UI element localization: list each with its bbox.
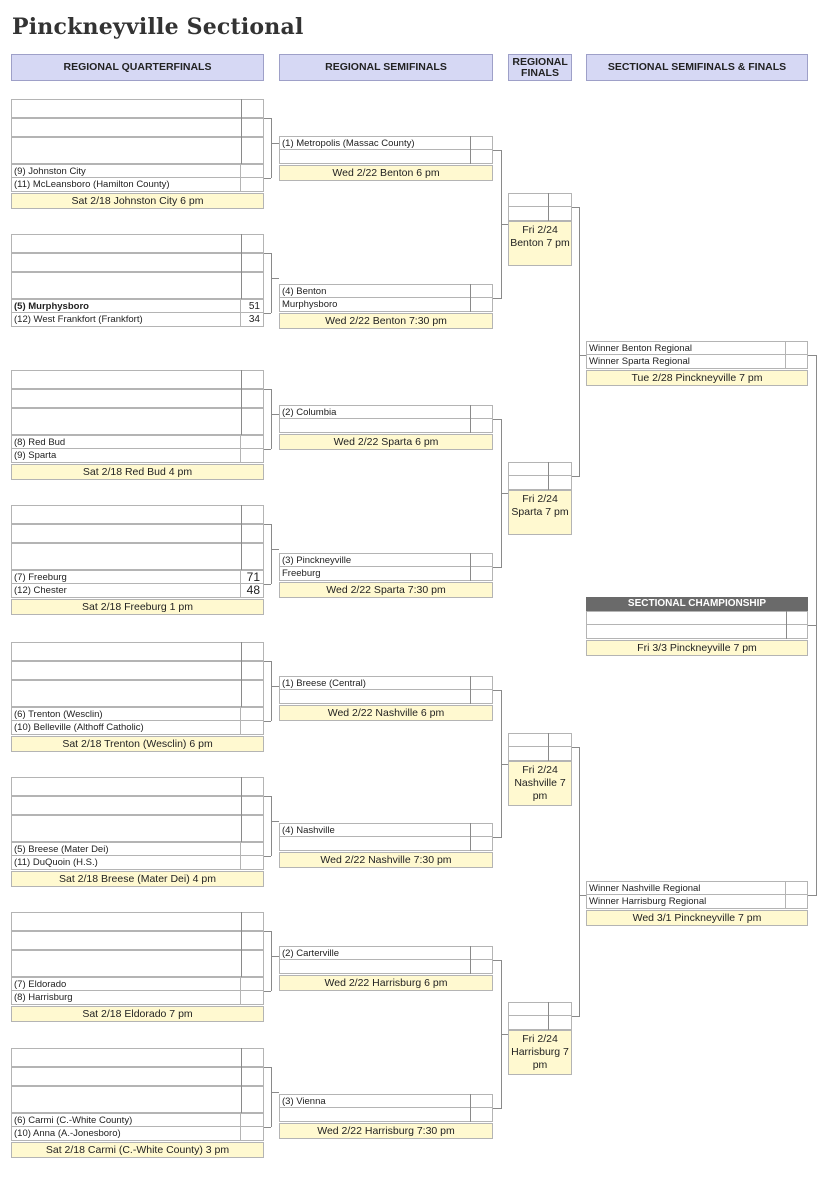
team-name: (7) Eldorado	[14, 979, 67, 990]
bracket-connector-line	[271, 1117, 272, 1127]
bracket-connector-line	[241, 370, 242, 435]
bracket-connector-line	[241, 1048, 242, 1113]
bracket-connector-line	[272, 278, 279, 279]
team-score	[470, 1095, 492, 1108]
bracket-connector-line	[470, 405, 471, 433]
team-score	[240, 165, 263, 178]
team-slot	[11, 991, 264, 1005]
championship-game-info: Fri 3/3 Pinckneyville 7 pm	[586, 640, 808, 656]
team-name: (11) DuQuoin (H.S.)	[14, 857, 98, 868]
bracket-connector-line	[264, 1127, 271, 1128]
team-name: Winner Harrisburg Regional	[589, 896, 707, 907]
bracket-connector-line	[241, 777, 242, 842]
team-name: (12) Chester	[14, 585, 67, 596]
team-score	[470, 137, 492, 150]
bracket-connector-line	[264, 991, 271, 992]
team-score	[240, 1127, 263, 1140]
game-info: Wed 2/22 Harrisburg 7:30 pm	[279, 1123, 493, 1139]
game-info: Fri 2/24 Benton 7 pm	[508, 221, 572, 266]
empty-slot	[11, 950, 264, 977]
header-sectional: SECTIONAL SEMIFINALS & FINALS	[586, 54, 808, 81]
team-score: 51	[240, 300, 263, 313]
team-slot	[279, 837, 493, 851]
bracket-connector-line	[264, 118, 271, 119]
team-slot	[279, 136, 493, 150]
team-name: Murphysboro	[282, 299, 338, 310]
bracket-connector-line	[241, 234, 242, 299]
bracket-connector-line	[493, 567, 501, 568]
empty-slot	[11, 1086, 264, 1113]
game-info: Sat 2/18 Eldorado 7 pm	[11, 1006, 264, 1022]
team-slot	[11, 435, 264, 449]
bracket-connector-line	[272, 956, 279, 957]
team-slot	[11, 1127, 264, 1141]
team-score	[470, 837, 492, 850]
empty-slot	[11, 1048, 264, 1067]
bracket-connector-line	[272, 1092, 279, 1093]
bracket-connector-line	[470, 1094, 471, 1122]
team-slot	[11, 707, 264, 721]
bracket-connector-line	[470, 823, 471, 851]
team-score: 48	[240, 584, 263, 597]
team-score	[785, 882, 807, 895]
team-name: (7) Freeburg	[14, 572, 67, 583]
bracket-connector-line	[272, 821, 279, 822]
team-slot	[11, 313, 264, 327]
team-score	[470, 677, 492, 690]
empty-slot	[11, 408, 264, 435]
game-info: Sat 2/18 Breese (Mater Dei) 4 pm	[11, 871, 264, 887]
team-score	[470, 1108, 492, 1121]
game-info: Fri 2/24 Harrisburg 7 pm	[508, 1030, 572, 1075]
team-slot	[508, 193, 572, 207]
team-slot	[279, 676, 493, 690]
sectional-championship-label: SECTIONAL CHAMPIONSHIP	[586, 597, 808, 611]
bracket-connector-line	[264, 721, 271, 722]
team-score	[470, 824, 492, 837]
team-score	[470, 298, 492, 311]
team-name: Winner Benton Regional	[589, 343, 692, 354]
bracket-connector-line	[271, 168, 272, 178]
bracket-connector-line	[264, 253, 271, 254]
game-info: Fri 2/24 Nashville 7 pm	[508, 761, 572, 806]
team-score	[470, 690, 492, 703]
empty-slot	[11, 118, 264, 137]
bracket-connector-line	[241, 505, 242, 570]
game-info: Wed 2/22 Benton 7:30 pm	[279, 313, 493, 329]
team-slot	[586, 881, 808, 895]
team-name: (6) Trenton (Wesclin)	[14, 709, 103, 720]
empty-slot	[11, 137, 264, 164]
bracket-connector-line	[470, 284, 471, 312]
bracket-connector-line	[264, 178, 271, 179]
team-name: (4) Benton	[282, 286, 327, 297]
team-name: (9) Johnston City	[14, 166, 86, 177]
game-info: Sat 2/18 Carmi (C.-White County) 3 pm	[11, 1142, 264, 1158]
team-slot	[279, 946, 493, 960]
team-slot	[508, 1016, 572, 1030]
game-info: Fri 2/24 Sparta 7 pm	[508, 490, 572, 535]
team-name: (10) Belleville (Althoff Catholic)	[14, 722, 144, 733]
bracket-connector-line	[272, 686, 279, 687]
bracket-connector-line	[493, 690, 501, 691]
team-name: (5) Murphysboro	[14, 301, 89, 312]
team-slot	[508, 207, 572, 221]
team-score: 71	[240, 571, 263, 584]
empty-slot	[11, 931, 264, 950]
bracket-connector-line	[271, 574, 272, 584]
team-score	[470, 960, 492, 973]
header-regional-quarterfinals: REGIONAL QUARTERFINALS	[11, 54, 264, 81]
bracket-connector-line	[493, 298, 501, 299]
bracket-connector-line	[579, 747, 580, 1017]
team-slot	[279, 405, 493, 419]
team-score	[470, 285, 492, 298]
team-name: (5) Breese (Mater Dei)	[14, 844, 109, 855]
team-slot	[279, 823, 493, 837]
bracket-connector-line	[241, 642, 242, 707]
bracket-connector-line	[786, 611, 787, 639]
bracket-connector-line	[264, 796, 271, 797]
empty-slot	[11, 370, 264, 389]
bracket-connector-line	[264, 1067, 271, 1068]
team-slot	[11, 1113, 264, 1127]
bracket-connector-line	[264, 449, 271, 450]
bracket-connector-line	[579, 207, 580, 477]
team-score	[470, 947, 492, 960]
bracket-connector-line	[501, 1034, 508, 1035]
team-score	[470, 419, 492, 432]
empty-slot	[11, 680, 264, 707]
game-info: Wed 2/22 Nashville 6 pm	[279, 705, 493, 721]
bracket-connector-line	[264, 389, 271, 390]
bracket-connector-line	[808, 895, 816, 896]
bracket-connector-line	[501, 764, 508, 765]
team-name: (1) Breese (Central)	[282, 678, 366, 689]
team-name: (2) Columbia	[282, 407, 337, 418]
game-info: Sat 2/18 Johnston City 6 pm	[11, 193, 264, 209]
team-slot	[11, 977, 264, 991]
bracket-connector-line	[816, 355, 817, 896]
bracket-connector-line	[493, 419, 501, 420]
empty-slot	[11, 661, 264, 680]
team-score	[470, 567, 492, 580]
team-score	[240, 978, 263, 991]
empty-slot	[11, 505, 264, 524]
team-score	[240, 178, 263, 191]
bracket-connector-line	[548, 462, 549, 490]
team-slot	[586, 341, 808, 355]
bracket-connector-line	[493, 150, 501, 151]
team-score	[240, 843, 263, 856]
game-info: Sat 2/18 Red Bud 4 pm	[11, 464, 264, 480]
team-slot	[508, 476, 572, 490]
bracket-connector-line	[548, 193, 549, 221]
team-slot	[11, 449, 264, 463]
team-slot	[508, 733, 572, 747]
team-slot	[11, 584, 264, 598]
bracket-connector-line	[264, 584, 271, 585]
game-info: Tue 2/28 Pinckneyville 7 pm	[586, 370, 808, 386]
bracket-connector-line	[241, 912, 242, 977]
team-score: 34	[240, 313, 263, 326]
team-name: (11) McLeansboro (Hamilton County)	[14, 179, 170, 190]
bracket-connector-line	[808, 355, 816, 356]
team-slot	[508, 462, 572, 476]
team-slot	[279, 298, 493, 312]
game-info: Wed 2/22 Benton 6 pm	[279, 165, 493, 181]
team-slot	[279, 567, 493, 581]
team-score	[240, 991, 263, 1004]
team-slot	[508, 1002, 572, 1016]
team-slot	[279, 690, 493, 704]
bracket-connector-line	[470, 553, 471, 581]
team-slot	[279, 419, 493, 433]
team-slot	[11, 856, 264, 870]
team-name: (1) Metropolis (Massac County)	[282, 138, 415, 149]
team-slot	[508, 747, 572, 761]
empty-slot	[11, 389, 264, 408]
empty-slot	[11, 234, 264, 253]
empty-slot	[11, 272, 264, 299]
team-score	[240, 708, 263, 721]
team-score	[240, 721, 263, 734]
bracket-connector-line	[493, 1108, 501, 1109]
team-slot	[586, 625, 808, 639]
empty-slot	[11, 543, 264, 570]
bracket-connector-line	[264, 661, 271, 662]
bracket-connector-line	[808, 625, 816, 626]
empty-slot	[11, 99, 264, 118]
bracket-connector-line	[271, 846, 272, 856]
team-name: Winner Sparta Regional	[589, 356, 690, 367]
team-score	[470, 406, 492, 419]
bracket-connector-line	[271, 303, 272, 313]
team-name: Winner Nashville Regional	[589, 883, 701, 894]
team-score	[240, 856, 263, 869]
team-name: (3) Pinckneyville	[282, 555, 352, 566]
game-info: Wed 2/22 Nashville 7:30 pm	[279, 852, 493, 868]
empty-slot	[11, 253, 264, 272]
bracket-connector-line	[264, 524, 271, 525]
team-name: (8) Harrisburg	[14, 992, 73, 1003]
team-slot	[279, 1094, 493, 1108]
team-slot	[11, 164, 264, 178]
bracket-connector-line	[493, 960, 501, 961]
team-score	[240, 449, 263, 462]
team-slot	[586, 355, 808, 369]
team-slot	[586, 895, 808, 909]
team-name: (4) Nashville	[282, 825, 335, 836]
empty-slot	[11, 815, 264, 842]
team-score	[470, 150, 492, 163]
game-info: Wed 2/22 Sparta 6 pm	[279, 434, 493, 450]
team-name: (8) Red Bud	[14, 437, 66, 448]
bracket-connector-line	[470, 136, 471, 164]
header-regional-finals: REGIONAL FINALS	[508, 54, 572, 81]
team-slot	[11, 299, 264, 313]
team-slot	[279, 284, 493, 298]
bracket-connector-line	[272, 549, 279, 550]
bracket-connector-line	[493, 837, 501, 838]
team-slot	[11, 178, 264, 192]
team-slot	[279, 150, 493, 164]
team-name: (6) Carmi (C.-White County)	[14, 1115, 133, 1126]
game-info: Sat 2/18 Trenton (Wesclin) 6 pm	[11, 736, 264, 752]
bracket-connector-line	[501, 224, 508, 225]
team-slot	[279, 1108, 493, 1122]
bracket-connector-line	[272, 414, 279, 415]
team-score	[240, 436, 263, 449]
bracket-connector-line	[548, 1002, 549, 1030]
bracket-connector-line	[501, 493, 508, 494]
team-slot	[279, 960, 493, 974]
team-score	[785, 355, 807, 368]
team-score	[785, 895, 807, 908]
bracket-connector-line	[470, 946, 471, 974]
page-title: Pinckneyville Sectional	[12, 14, 304, 40]
empty-slot	[11, 796, 264, 815]
bracket-connector-line	[271, 981, 272, 991]
bracket-connector-line	[264, 931, 271, 932]
team-name: (3) Vienna	[282, 1096, 326, 1107]
bracket-connector-line	[271, 439, 272, 449]
bracket-connector-line	[470, 676, 471, 704]
team-slot	[11, 842, 264, 856]
empty-slot	[11, 524, 264, 543]
bracket-connector-line	[271, 711, 272, 721]
bracket-connector-line	[241, 99, 242, 164]
bracket-connector-line	[272, 143, 279, 144]
team-name: (2) Carterville	[282, 948, 340, 959]
team-slot	[279, 553, 493, 567]
empty-slot	[11, 642, 264, 661]
team-slot	[586, 611, 808, 625]
game-info: Wed 2/22 Harrisburg 6 pm	[279, 975, 493, 991]
empty-slot	[11, 1067, 264, 1086]
header-regional-semifinals: REGIONAL SEMIFINALS	[279, 54, 493, 81]
empty-slot	[11, 912, 264, 931]
game-info: Wed 2/22 Sparta 7:30 pm	[279, 582, 493, 598]
empty-slot	[11, 777, 264, 796]
game-info: Wed 3/1 Pinckneyville 7 pm	[586, 910, 808, 926]
bracket-connector-line	[548, 733, 549, 761]
team-score	[785, 342, 807, 355]
team-score	[240, 1114, 263, 1127]
team-name: Freeburg	[282, 568, 321, 579]
team-slot	[11, 721, 264, 735]
team-name: (10) Anna (A.-Jonesboro)	[14, 1128, 121, 1139]
team-name: (9) Sparta	[14, 450, 57, 461]
bracket-connector-line	[264, 856, 271, 857]
team-name: (12) West Frankfort (Frankfort)	[14, 314, 143, 325]
team-slot	[11, 570, 264, 584]
bracket-connector-line	[264, 313, 271, 314]
game-info: Sat 2/18 Freeburg 1 pm	[11, 599, 264, 615]
team-score	[470, 554, 492, 567]
